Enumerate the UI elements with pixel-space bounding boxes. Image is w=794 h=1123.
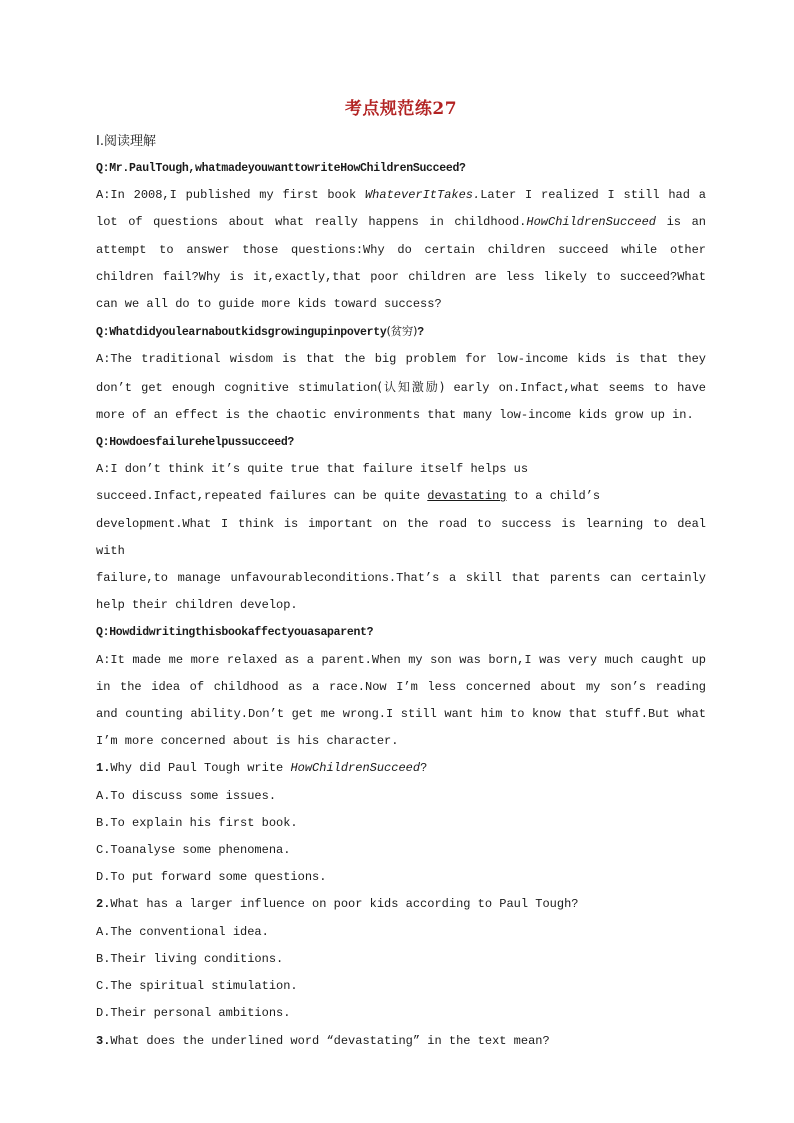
question-1-option-a: A.To discuss some issues. (96, 788, 277, 803)
interview-answer-3-line-1: A:I don’t think it’s quite true that failure itself helps us (96, 462, 529, 477)
question-1-stem: 1.Why did Paul Tough write HowChildrenSucceed? (96, 761, 428, 776)
question-1-option-c: C.Toanalyse some phenomena. (96, 843, 291, 858)
interview-answer-1-line-3: attempt to answer those questions:Why do certain children succeed while other (96, 242, 706, 257)
interview-question-3: Q:Howdoesfailurehelpussucceed? (96, 436, 295, 450)
book-title-whatever-it-takes: WhateverItTakes. (364, 188, 481, 203)
interview-question-4: Q:Howdidwritingthisbookaffectyouasaparent? (96, 626, 374, 640)
interview-answer-1-line-2: lot of questions about what really happens in childhood.HowChildrenSucceed is an (96, 215, 707, 230)
section-heading: Ⅰ.阅读理解 (96, 134, 156, 149)
interview-question-1: Q:Mr.PaulTough,whatmadeyouwanttowriteHowChildrenSucceed? (96, 162, 466, 175)
question-2-option-c: C.The spiritual stimulation. (96, 979, 298, 994)
interview-answer-2-line-3: more of an effect is the chaotic environments that many low-income kids grow up in. (96, 407, 694, 422)
book-title-how-children-succeed: HowChildrenSucceed (526, 215, 657, 230)
interview-question-2: Q:Whatdidyoulearnaboutkidsgrowingupinpoverty(贫穷)? (96, 324, 424, 340)
question-3-stem: 3.What does the underlined word “devastating” in the text mean? (96, 1033, 550, 1048)
question-2-option-d: D.Their personal ambitions. (96, 1006, 291, 1021)
interview-answer-4-line-3: and counting ability.Don’t get me wrong.I still want him to know that stuff.But what (96, 707, 706, 722)
question-2-option-a: A.The conventional idea. (96, 924, 269, 939)
interview-answer-1-line-5: can we all do to guide more kids toward success? (96, 297, 442, 312)
interview-answer-3-line-3: development.What I think is important on the road to success is learning to deal with (96, 516, 714, 558)
interview-answer-3-line-4: failure,to manage unfavourableconditions.That’s a skill that parents can certainly (96, 571, 706, 586)
interview-answer-3-line-2: succeed.Infact,repeated failures can be quite devastating to a child’s (96, 489, 601, 504)
question-1-option-b: B.To explain his first book. (96, 815, 298, 830)
document-page (96, 96, 714, 1055)
underlined-word-devastating: devastating (427, 489, 507, 504)
interview-answer-2-line-1: A:The traditional wisdom is that the big problem for low-income kids is that they (96, 352, 706, 367)
interview-answer-4-line-2: in the idea of childhood as a race.Now I’m less concerned about my son’s reading (96, 679, 706, 694)
question-2-option-b: B.Their living conditions. (96, 951, 284, 966)
interview-answer-1-line-1: A:In 2008,I published my first book WhateverItTakes.Later I realized I still had a (96, 188, 706, 203)
question-1-option-d: D.To put forward some questions. (96, 870, 327, 885)
interview-answer-2-line-2: don’t get enough cognitive stimulation(认知激励) early on.Infact,what seems to have (96, 379, 706, 395)
interview-answer-3-line-5: help their children develop. (96, 598, 298, 613)
question-2-stem: 2.What has a larger influence on poor kids according to Paul Tough? (96, 897, 579, 912)
interview-answer-4-line-4: I’m more concerned about is his character. (96, 734, 399, 749)
interview-answer-1-line-4: children fail?Why is it,exactly,that poor children are less likely to succeed?What (96, 269, 706, 284)
page-title: 考点规范练27 (344, 99, 458, 119)
interview-answer-4-line-1: A:It made me more relaxed as a parent.When my son was born,I was very much caught up (96, 652, 706, 667)
